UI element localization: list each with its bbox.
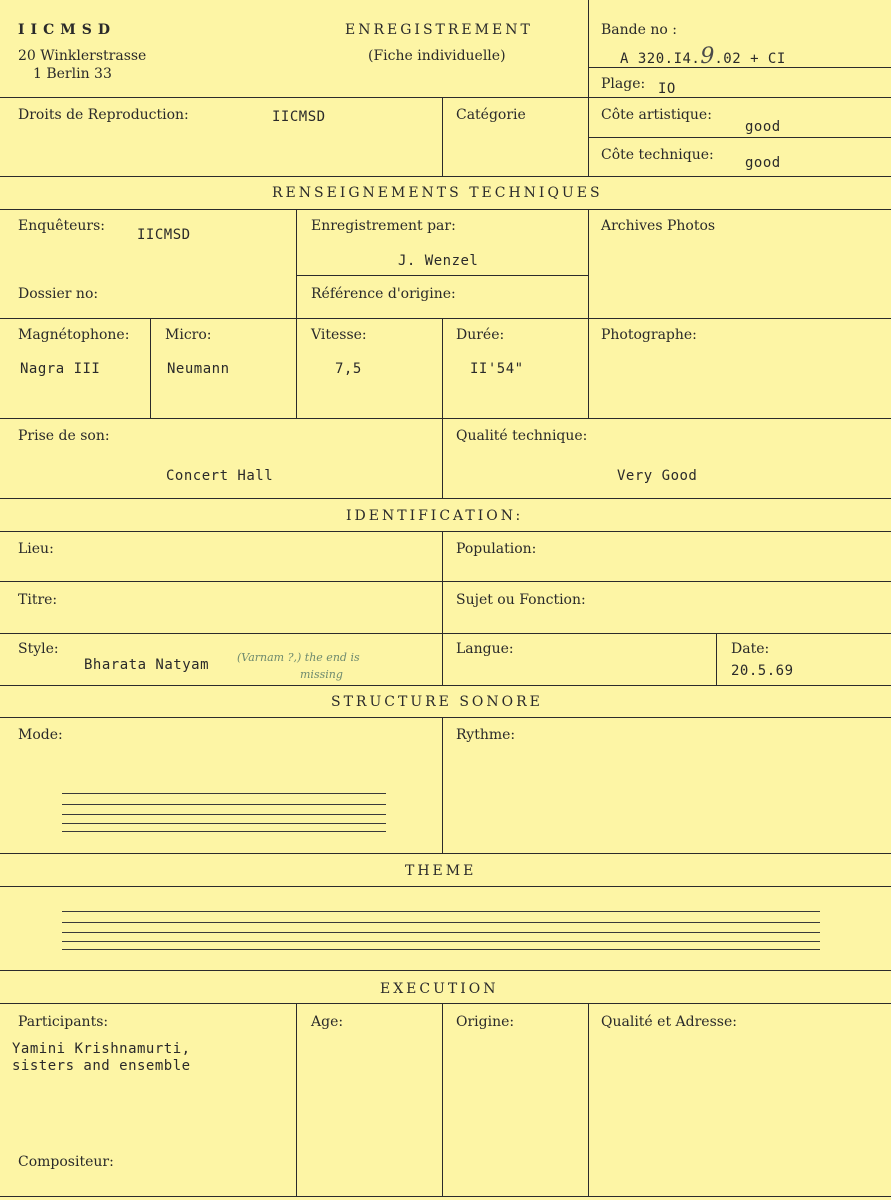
- langue-label: Langue:: [456, 641, 514, 657]
- section-theme: THEME: [405, 863, 477, 879]
- participants-label: Participants:: [18, 1014, 109, 1030]
- style-label: Style:: [18, 641, 59, 657]
- micro-label: Micro:: [165, 327, 212, 343]
- rule: [442, 717, 443, 853]
- bande-handwritten-digit: 9: [700, 44, 715, 69]
- rule: [588, 137, 891, 138]
- compositeur-label: Compositeur:: [18, 1154, 114, 1170]
- rule: [0, 886, 891, 887]
- cote-technique-label: Côte technique:: [601, 147, 714, 163]
- magnetophone-value: Nagra III: [20, 361, 101, 377]
- card-subtitle: (Fiche individuelle): [368, 48, 506, 64]
- rule: [0, 1196, 891, 1197]
- theme-ruled-line: [62, 911, 820, 912]
- enregistrement-par-value: J. Wenzel: [398, 253, 479, 269]
- rule: [0, 209, 891, 210]
- mode-label: Mode:: [18, 727, 63, 743]
- cote-artistique-label: Côte artistique:: [601, 107, 712, 123]
- reference-origine-label: Référence d'origine:: [311, 286, 456, 302]
- rule: [0, 581, 891, 582]
- rule: [0, 1003, 891, 1004]
- origine-label: Origine:: [456, 1014, 515, 1030]
- rule: [442, 97, 443, 176]
- rule: [716, 633, 717, 685]
- theme-ruled-line: [62, 922, 820, 923]
- cote-technique-value: good: [745, 155, 781, 171]
- style-value: Bharata Natyam: [84, 657, 210, 673]
- magnetophone-label: Magnétophone:: [18, 327, 130, 343]
- section-structure-sonore: STRUCTURE SONORE: [331, 694, 543, 710]
- titre-label: Titre:: [18, 592, 58, 608]
- rule: [0, 970, 891, 971]
- enqueteurs-label: Enquêteurs:: [18, 218, 106, 234]
- org-logo: IICMSD: [18, 22, 116, 38]
- qualite-adresse-label: Qualité et Adresse:: [601, 1014, 737, 1030]
- categorie-label: Catégorie: [456, 107, 526, 123]
- rule: [0, 531, 891, 532]
- rythme-label: Rythme:: [456, 727, 516, 743]
- rule: [442, 531, 443, 685]
- vitesse-value: 7,5: [335, 361, 362, 377]
- photographe-label: Photographe:: [601, 327, 697, 343]
- cote-artistique-value: good: [745, 119, 781, 135]
- bande-value-b: .02 + CI: [714, 51, 786, 67]
- bande-label: Bande no :: [601, 22, 677, 38]
- vitesse-label: Vitesse:: [311, 327, 367, 343]
- rights-value: IICMSD: [272, 109, 326, 125]
- qualite-technique-value: Very Good: [617, 468, 698, 484]
- duree-value: II'54": [470, 361, 524, 377]
- rule: [442, 318, 443, 498]
- rule: [296, 275, 588, 276]
- org-street: 20 Winklerstrasse: [18, 48, 147, 64]
- prise-de-son-label: Prise de son:: [18, 428, 110, 444]
- org-city: 1 Berlin 33: [33, 66, 112, 82]
- sujet-fonction-label: Sujet ou Fonction:: [456, 592, 586, 608]
- rule: [588, 0, 589, 176]
- age-label: Age:: [311, 1014, 344, 1030]
- rule: [0, 97, 891, 98]
- rule: [296, 209, 297, 418]
- rule: [150, 318, 151, 418]
- rule: [296, 1003, 297, 1196]
- rule: [588, 209, 589, 418]
- theme-ruled-line: [62, 932, 820, 933]
- mode-ruled-line: [62, 823, 386, 824]
- section-execution: EXECUTION: [380, 981, 499, 997]
- mode-ruled-line: [62, 804, 386, 805]
- duree-label: Durée:: [456, 327, 505, 343]
- participants-line-1: Yamini Krishnamurti,: [12, 1041, 191, 1057]
- enregistrement-par-label: Enregistrement par:: [311, 218, 456, 234]
- style-handwritten-note: (Varnam ?,) the end is: [237, 651, 360, 664]
- lieu-label: Lieu:: [18, 541, 54, 557]
- mode-ruled-line: [62, 831, 386, 832]
- participants-line-2: sisters and ensemble: [12, 1058, 191, 1074]
- section-identification: IDENTIFICATION:: [346, 508, 524, 524]
- section-techniques: RENSEIGNEMENTS TECHNIQUES: [272, 185, 603, 201]
- prise-de-son-value: Concert Hall: [166, 468, 274, 484]
- theme-ruled-line: [62, 941, 820, 942]
- enqueteurs-value: IICMSD: [137, 227, 191, 243]
- date-value: 20.5.69: [731, 663, 794, 679]
- card-title: ENREGISTREMENT: [345, 22, 533, 38]
- rights-label: Droits de Reproduction:: [18, 107, 189, 123]
- rule: [0, 685, 891, 686]
- rule: [0, 853, 891, 854]
- bande-value: [620, 44, 786, 69]
- rule: [588, 1003, 589, 1196]
- population-label: Population:: [456, 541, 537, 557]
- rule: [0, 176, 891, 177]
- plage-value: IO: [658, 81, 676, 97]
- rule: [0, 717, 891, 718]
- plage-label: Plage:: [601, 76, 646, 92]
- rule: [0, 498, 891, 499]
- mode-ruled-line: [62, 814, 386, 815]
- qualite-technique-label: Qualité technique:: [456, 428, 588, 444]
- rule: [0, 633, 891, 634]
- date-label: Date:: [731, 641, 770, 657]
- rule: [0, 418, 891, 419]
- dossier-label: Dossier no:: [18, 286, 99, 302]
- rule: [0, 318, 891, 319]
- style-handwritten-note-cont: missing: [300, 668, 343, 681]
- bande-value-a: A 320.I4.: [620, 51, 701, 67]
- theme-ruled-line: [62, 949, 820, 950]
- rule: [442, 1003, 443, 1196]
- mode-ruled-line: [62, 793, 386, 794]
- archives-photos-label: Archives Photos: [601, 218, 716, 234]
- micro-value: Neumann: [167, 361, 230, 377]
